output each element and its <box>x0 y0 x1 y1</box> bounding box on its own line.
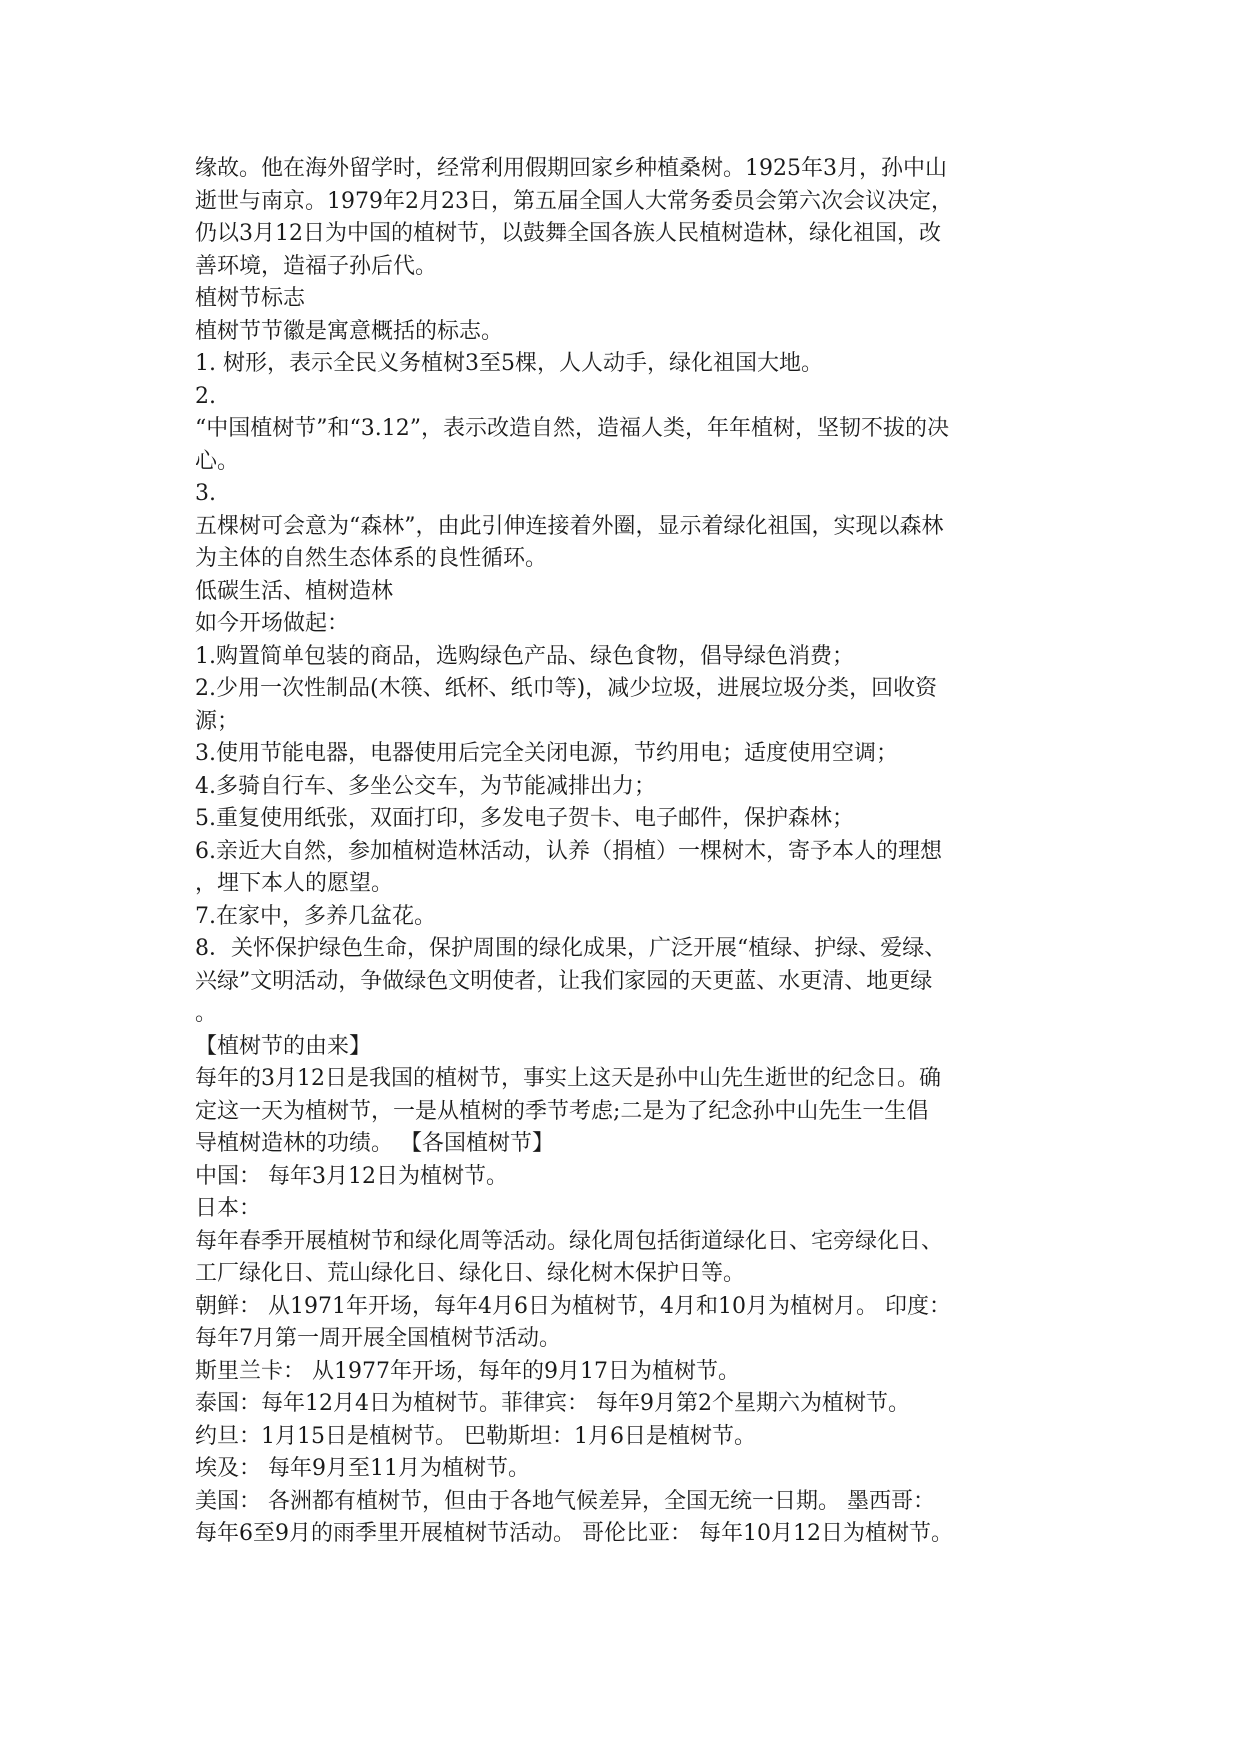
text-line: 每年6至9月的雨季里开展植树节活动。 哥伦比亚： 每年10月12日为植树节。 <box>195 1521 953 1546</box>
text-line: 埃及： 每年9月至11月为植树节。 <box>195 1456 530 1481</box>
list-item: 8．关怀保护绿色生命，保护周围的绿化成果，广泛开展“植绿、护绿、爱绿、 <box>195 936 947 961</box>
text-line: 五棵树可会意为“森林”，由此引伸连接着外圈，显示着绿化祖国，实现以森林 <box>195 513 944 539</box>
text-line: 仍以3月12日为中国的植树节，以鼓舞全国各族人民植树造林，绿化祖国，改 <box>195 221 941 246</box>
text-line: 朝鲜： 从1971年开场，每年4月6日为植树节，4月和10月为植树月。 印度： <box>195 1293 951 1319</box>
text-line: 日本： <box>195 1196 262 1221</box>
text-line: 每年7月第一周开展全国植树节活动。 <box>195 1326 561 1351</box>
text-line: 工厂绿化日、荒山绿化日、绿化日、绿化树木保护日等。 <box>195 1261 746 1286</box>
text-line: 约旦：1月15日是植树节。 巴勒斯坦：1月6日是植树节。 <box>195 1423 756 1449</box>
list-item: 6.亲近大自然，参加植树造林活动，认养（捐植）一棵树木，寄予本人的理想 <box>195 838 942 864</box>
text-line: ，埋下本人的愿望。 <box>195 871 394 896</box>
document-body <box>195 153 1045 1551</box>
list-item: 4.多骑自行车、多坐公交车，为节能减排出力； <box>195 773 656 799</box>
section-heading: 【植树节的由来】 <box>195 1033 372 1059</box>
section-heading: 低碳生活、植树造林 <box>195 578 394 604</box>
list-item: 7.在家中，多养几盆花。 <box>195 903 436 929</box>
text-line: 斯里兰卡： 从1977年开场，每年的9月17日为植树节。 <box>195 1358 740 1384</box>
text-line: 植树节节徽是寓意概括的标志。 <box>195 318 504 344</box>
list-item: 2.少用一次性制品(木筷、纸杯、纸巾等)，减少垃圾，进展垃圾分类，回收资 <box>195 676 938 701</box>
text-line: 美国： 各洲都有植树节，但由于各地气候差异，全国无统一日期。 墨西哥： <box>195 1488 935 1514</box>
text-line: “中国植树节”和“3.12”，表示改造自然，造福人类，年年植树，坚韧不拔的决 <box>195 416 949 441</box>
text-line: 逝世与南京。1979年2月23日，第五届全国人大常务委员会第六次会议决定， <box>195 188 953 214</box>
text-line: 源； <box>195 708 240 734</box>
text-line: 泰国：每年12月4日为植树节。菲律宾： 每年9月第2个星期六为植树节。 <box>195 1391 910 1416</box>
text-line: 缘故。他在海外留学时，经常利用假期回家乡种植桑树。1925年3月，孙中山 <box>195 156 947 181</box>
text-line: 定这一天为植树节，一是从植树的季节考虑;二是为了纪念孙中山先生一生倡 <box>195 1098 929 1124</box>
text-line: 每年的3月12日是我国的植树节，事实上这天是孙中山先生逝世的纪念日。确 <box>195 1066 941 1091</box>
text-line: 为主体的自然生态体系的良性循环。 <box>195 546 548 571</box>
text-line: 中国： 每年3月12日为植树节。 <box>195 1163 508 1189</box>
list-item: 3. <box>195 481 216 506</box>
list-item: 5.重复使用纸张，双面打印，多发电子贺卡、电子邮件，保护森林； <box>195 806 854 831</box>
text-line: 如今开场做起： <box>195 611 350 636</box>
list-item: 3.使用节能电器，电器使用后完全关闭电源，节约用电；适度使用空调； <box>195 741 898 766</box>
list-item: 1. 树形，表示全民义务植树3至5棵，人人动手，绿化祖国大地。 <box>195 351 823 376</box>
list-item: 1.购置简单包装的商品，选购绿色产品、绿色食物，倡导绿色消费； <box>195 643 854 669</box>
text-line: 导植树造林的功绩。 【各国植树节】 <box>195 1131 554 1156</box>
text-line: 心。 <box>195 448 240 474</box>
text-line: 善环境，造福子孙后代。 <box>195 253 438 279</box>
text-line: 。 <box>195 1001 218 1026</box>
text-line: 每年春季开展植树节和绿化周等活动。绿化周包括街道绿化日、宅旁绿化日、 <box>195 1228 944 1254</box>
section-heading: 植树节标志 <box>195 286 306 311</box>
text-line: 兴绿”文明活动，争做绿色文明使者，让我们家园的天更蓝、水更清、地更绿 <box>195 968 933 994</box>
list-item: 2. <box>195 383 216 409</box>
